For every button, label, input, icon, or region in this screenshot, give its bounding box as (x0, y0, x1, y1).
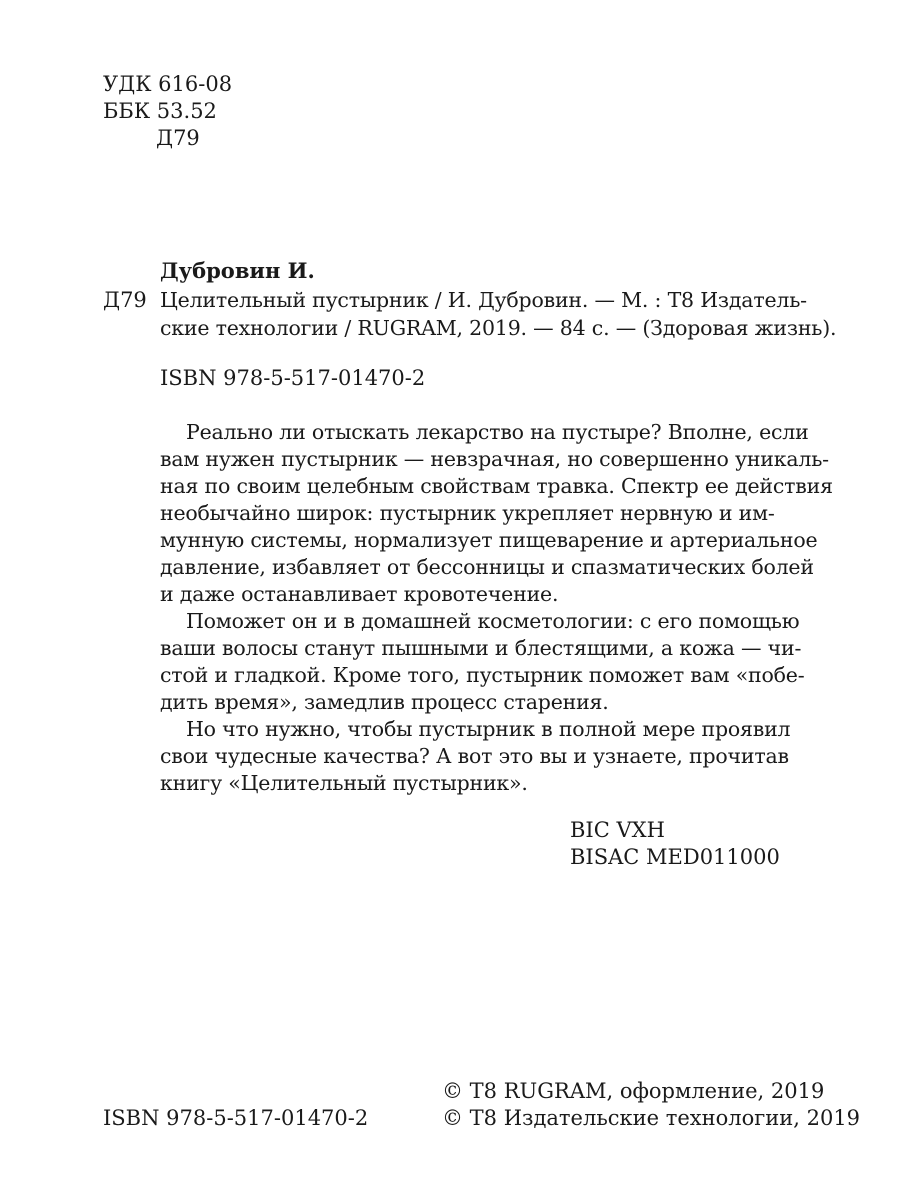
annotation-line: свои чудесные качества? А вот это вы и узнаете, прочитав (160, 744, 789, 768)
annotation-line: Реально ли отыскать лекарство на пустыре? Вполне, если (186, 420, 809, 444)
annotation-line: стой и гладкой. Кроме того, пустырник поможет вам «побе- (160, 663, 805, 687)
bib-isbn: ISBN 978-5-517-01470-2 (160, 366, 426, 390)
annotation-line: дить время», замедлив процесс старения. (160, 690, 609, 714)
annotation-line: ваши волосы станут пышными и блестящими, а кожа — чи- (160, 636, 802, 660)
annotation-line: Поможет он и в домашней косметологии: с его помощью (186, 609, 800, 633)
footer-isbn: ISBN 978-5-517-01470-2 (103, 1106, 369, 1130)
bib-line-2: ские технологии / RUGRAM, 2019. — 84 с. — (Здоровая жизнь). (160, 316, 837, 340)
bib-mark: Д79 (103, 288, 147, 312)
annotation-line: ная по своим целебным свойствам травка. Спектр ее действия (160, 474, 833, 498)
copyright-design: © Т8 RUGRAM, оформление, 2019 (442, 1079, 825, 1103)
bib-line-1: Целительный пустырник / И. Дубровин. — М. : Т8 Издатель- (160, 288, 807, 312)
annotation-line: давление, избавляет от бессонницы и спазматических болей (160, 555, 814, 579)
udk-code: УДК 616-08 (103, 72, 233, 96)
annotation-line: вам нужен пустырник — невзрачная, но совершенно уникаль- (160, 447, 829, 471)
bic-code: BIC VXH (570, 818, 665, 842)
annotation-line: книгу «Целительный пустырник». (160, 771, 528, 795)
bbk-code: ББК 53.52 (103, 99, 217, 123)
annotation-line: и даже останавливает кровотечение. (160, 582, 559, 606)
annotation-line: необычайно широк: пустырник укрепляет нервную и им- (160, 501, 775, 525)
copyright-publisher: © Т8 Издательские технологии, 2019 (442, 1106, 861, 1130)
author-name: Дубровин И. (160, 258, 315, 283)
annotation-line: Но что нужно, чтобы пустырник в полной мере проявил (186, 717, 791, 741)
author-sign: Д79 (156, 126, 200, 150)
annotation-line: мунную системы, нормализует пищеварение и артериальное (160, 528, 818, 552)
bisac-code: BISAC MED011000 (570, 845, 780, 869)
